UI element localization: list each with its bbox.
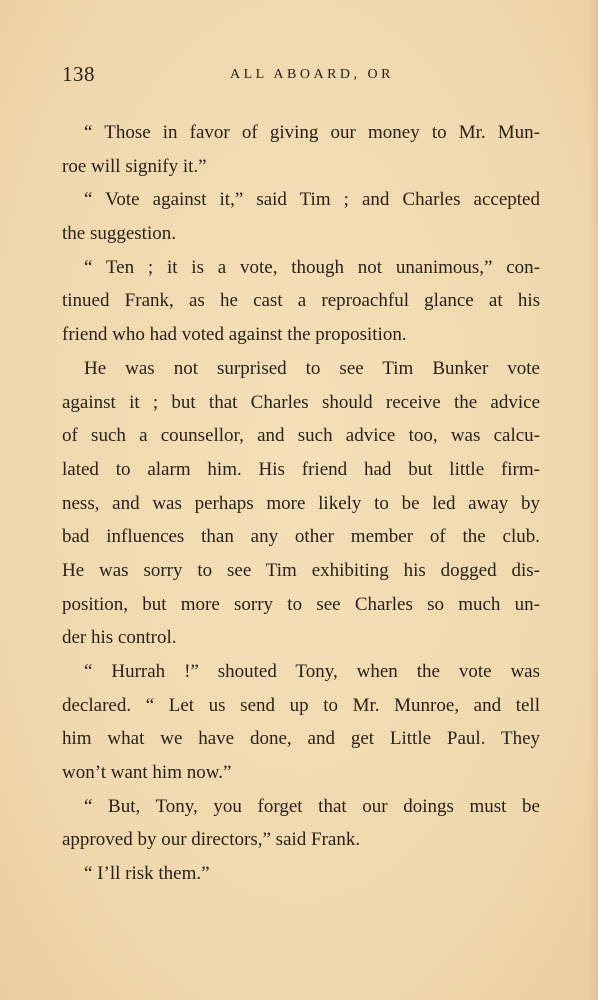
text-line: He was not surprised to see Tim Bunker vote: [84, 357, 540, 379]
text-line: “ Hurrah !” shouted Tony, when the vote was: [84, 661, 540, 682]
text-line: position, but more sorry to see Charles so much un-: [62, 593, 540, 615]
page-edge-shadow: [588, 0, 598, 1000]
page-number: 138: [62, 62, 95, 86]
text-line: of such a counsellor, and such advice too, was calcu-: [62, 425, 540, 447]
text-line: lated to alarm him. His friend had but little firm-: [62, 458, 540, 480]
running-title: ALL ABOARD, OR: [230, 67, 394, 82]
text-line: bad influences than any other member of the club.: [62, 526, 540, 548]
text-line: him what we have done, and get Little Paul. They: [62, 728, 540, 750]
text-line: He was sorry to see Tim exhibiting his dogged dis-: [62, 559, 540, 581]
body-text: [62, 116, 540, 891]
text-line: “ But, Tony, you forget that our doings must be: [84, 795, 540, 817]
text-line: der his control.: [62, 627, 177, 649]
text-line: “ I’ll risk them.”: [84, 863, 210, 885]
text-line: approved by our directors,” said Frank.: [62, 829, 361, 851]
text-line: won’t want him now.”: [62, 762, 232, 784]
running-head: [62, 62, 540, 92]
text-line: against it ; but that Charles should receive the advice: [62, 391, 540, 413]
text-line: tinued Frank, as he cast a reproachful glance at his: [62, 290, 540, 312]
text-line: declared. “ Let us send up to Mr. Munroe, and tell: [62, 694, 540, 716]
text-line: “ Ten ; it is a vote, though not unanimous,” con-: [84, 256, 540, 278]
text-line: friend who had voted against the proposition.: [62, 324, 407, 346]
text-line: ness, and was perhaps more likely to be led away by: [62, 492, 540, 514]
text-line: “ Those in favor of giving our money to Mr. Mun-: [84, 122, 540, 143]
text-line: “ Vote against it,” said Tim ; and Charles accepted: [84, 189, 540, 211]
text-line: roe will signify it.”: [62, 155, 207, 177]
text-line: the suggestion.: [62, 223, 176, 245]
